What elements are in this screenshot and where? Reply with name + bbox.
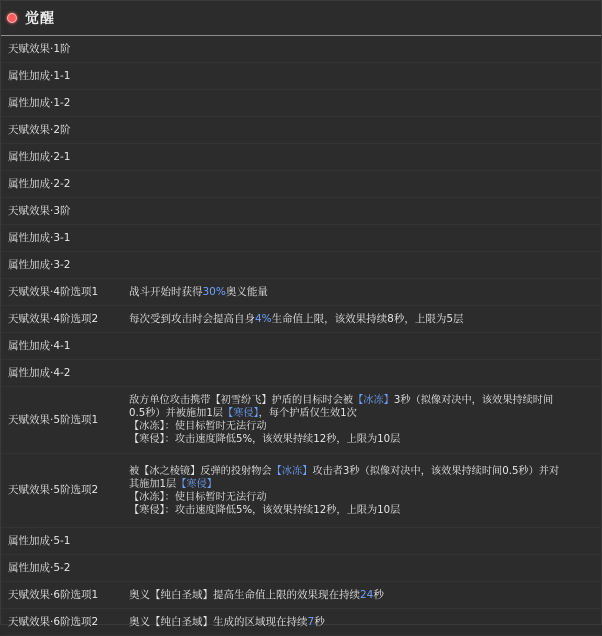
row-desc bbox=[126, 117, 601, 144]
talent-table bbox=[1, 36, 601, 636]
row-label: 属性加成·5-1 bbox=[1, 528, 126, 555]
table-row bbox=[1, 144, 601, 171]
row-desc bbox=[126, 144, 601, 171]
row-desc bbox=[126, 360, 601, 387]
desc-highlight: 4% bbox=[255, 312, 272, 325]
row-label: 天赋效果·4阶选项2 bbox=[1, 306, 126, 333]
desc-text: 战斗开始时获得 bbox=[129, 285, 203, 298]
row-label: 属性加成·3-1 bbox=[1, 225, 126, 252]
row-desc bbox=[126, 90, 601, 117]
table-row bbox=[1, 63, 601, 90]
row-label: 属性加成·1-2 bbox=[1, 90, 126, 117]
row-desc bbox=[126, 225, 601, 252]
table-row bbox=[1, 528, 601, 555]
desc-line: 【寒侵】：攻击速度降低5%，该效果持续12秒，上限为10层 bbox=[129, 434, 401, 445]
row-desc bbox=[126, 528, 601, 555]
row-label: 属性加成·4-2 bbox=[1, 360, 126, 387]
desc-text: 敌方单位攻击携带【初雪纷飞】护盾的目标时会被 bbox=[129, 395, 354, 406]
desc-text: 奥义【纯白圣域】生成的区域现在持续 bbox=[129, 615, 308, 628]
desc-highlight: 【寒侵】 bbox=[223, 408, 259, 419]
table-row bbox=[1, 454, 601, 528]
desc-highlight: 24 bbox=[360, 588, 374, 601]
desc-line: 【冰冻】：使目标暂时无法行动 bbox=[129, 491, 267, 503]
table-row bbox=[1, 306, 601, 333]
desc-text: 奥义能量 bbox=[225, 285, 268, 298]
table-row bbox=[1, 333, 601, 360]
row-label: 属性加成·2-1 bbox=[1, 144, 126, 171]
table-row bbox=[1, 252, 601, 279]
desc-line: 【寒侵】：攻击速度降低5%，该效果持续12秒，上限为10层 bbox=[129, 504, 401, 516]
desc-line bbox=[129, 394, 595, 407]
table-row bbox=[1, 279, 601, 306]
table-row bbox=[1, 582, 601, 609]
table-row bbox=[1, 387, 601, 454]
table-row bbox=[1, 171, 601, 198]
row-desc bbox=[126, 171, 601, 198]
row-label: 属性加成·4-1 bbox=[1, 333, 126, 360]
table-row bbox=[1, 117, 601, 144]
table-row bbox=[1, 555, 601, 582]
row-label: 属性加成·1-1 bbox=[1, 63, 126, 90]
desc-text: 每次受到攻击时会提高自身 bbox=[129, 312, 255, 325]
row-label: 属性加成·3-2 bbox=[1, 252, 126, 279]
row-label: 天赋效果·1阶 bbox=[1, 36, 126, 63]
row-desc bbox=[126, 36, 601, 63]
row-desc bbox=[126, 609, 601, 636]
row-label: 天赋效果·6阶选项1 bbox=[1, 582, 126, 609]
row-desc bbox=[126, 333, 601, 360]
table-row bbox=[1, 360, 601, 387]
row-desc bbox=[126, 252, 601, 279]
desc-text: 3秒（拟像对决中，该效果持续时间 bbox=[393, 395, 554, 406]
desc-text: 攻击者3秒（拟像对决中，该效果持续时间0.5秒）并对 bbox=[312, 465, 560, 477]
row-label: 天赋效果·4阶选项1 bbox=[1, 279, 126, 306]
row-desc bbox=[126, 63, 601, 90]
row-desc bbox=[126, 582, 601, 609]
desc-line bbox=[129, 465, 595, 478]
row-desc bbox=[126, 279, 601, 306]
row-desc bbox=[126, 306, 601, 333]
row-desc bbox=[126, 454, 601, 528]
panel-header bbox=[1, 1, 601, 36]
desc-text: 奥义【纯白圣域】提高生命值上限的效果现在持续 bbox=[129, 588, 360, 601]
row-desc bbox=[126, 555, 601, 582]
desc-highlight: 30% bbox=[202, 285, 226, 298]
desc-text: 被【冰之棱镜】反弹的投射物会 bbox=[129, 465, 272, 477]
desc-text: 生命值上限，该效果持续8秒，上限为5层 bbox=[271, 312, 464, 325]
desc-highlight: 【冰冻】 bbox=[353, 395, 394, 406]
desc-line bbox=[129, 478, 595, 491]
row-label: 属性加成·5-2 bbox=[1, 555, 126, 582]
row-label: 天赋效果·2阶 bbox=[1, 117, 126, 144]
row-label: 天赋效果·3阶 bbox=[1, 198, 126, 225]
table-row bbox=[1, 609, 601, 636]
row-desc bbox=[126, 387, 601, 454]
desc-text: ，每个护盾仅生效1次 bbox=[258, 408, 357, 419]
table-row bbox=[1, 198, 601, 225]
desc-text: 0.5秒）并被施加1层 bbox=[129, 408, 223, 419]
desc-highlight: 【寒侵】 bbox=[176, 478, 217, 490]
red-dot-icon bbox=[7, 13, 17, 23]
desc-text: 秒 bbox=[373, 588, 384, 601]
desc-highlight: 【冰冻】 bbox=[271, 465, 313, 477]
row-label: 天赋效果·5阶选项2 bbox=[1, 454, 126, 528]
panel-title: 觉醒 bbox=[25, 11, 55, 27]
desc-text: 其施加1层 bbox=[129, 478, 177, 490]
row-desc bbox=[126, 198, 601, 225]
desc-line bbox=[129, 407, 595, 420]
desc-text: 秒 bbox=[314, 615, 325, 628]
row-label: 天赋效果·5阶选项1 bbox=[1, 387, 126, 454]
table-row bbox=[1, 90, 601, 117]
table-row bbox=[1, 36, 601, 63]
desc-line: 【冰冻】：使目标暂时无法行动 bbox=[129, 421, 267, 432]
row-label: 属性加成·2-2 bbox=[1, 171, 126, 198]
row-label: 天赋效果·6阶选项2 bbox=[1, 609, 126, 636]
desc-highlight: 7 bbox=[307, 615, 315, 628]
table-row bbox=[1, 225, 601, 252]
